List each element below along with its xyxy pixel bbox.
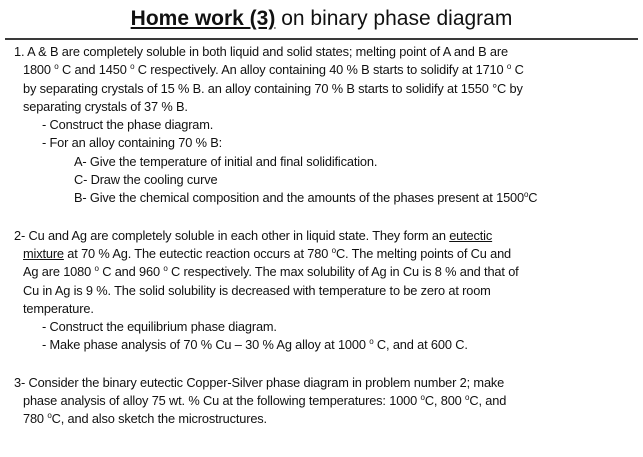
- problem-1-subtask-a: A- Give the temperature of initial and final solidification.: [74, 153, 378, 169]
- problem-1-task-alloy: - For an alloy containing 70 % B:: [42, 135, 222, 151]
- problem-3-line-3: 780 $^o$C, and also sketch the microstructures.: [23, 411, 267, 427]
- problem-2-line-4: Cu in Ag is 9 %. The solid solubility is decreased with temperature to be zero at room: [23, 282, 491, 298]
- problem-2-task-construct: - Construct the equilibrium phase diagram.: [42, 319, 277, 335]
- problem-1-line-1: 1. A & B are completely soluble in both liquid and solid states; melting point of A and B are: [14, 44, 508, 59]
- problem-1-task-construct: - Construct the phase diagram.: [42, 117, 214, 133]
- problem-1-subtask-b: B- Give the chemical composition and the amounts of the phases present at 1500$^o$C: [74, 190, 538, 206]
- problem-3-line-1: 3- Consider the binary eutectic Copper-Silver phase diagram in problem number 2; make: [14, 374, 505, 390]
- title-underlined: Home work (3): [130, 7, 276, 30]
- eutectic-term: eutectic: [449, 227, 493, 243]
- problem-3-line-2: phase analysis of alloy 75 wt. % Cu at the following temperatures: 1000 $^o$C, 800 $^o$C, and: [23, 393, 507, 409]
- mixture-term: mixture: [23, 245, 64, 261]
- homework-content: [14, 43, 640, 429]
- problem-1-line-4: separating crystals of 37 % B.: [23, 98, 188, 114]
- problem-1-line-2: 1800 $^o$ C and 1450 $^o$ C respectively. An alloy containing 40 % B starts to solidify at 1710 $^o$ C: [23, 62, 524, 78]
- title-divider: [5, 38, 638, 40]
- problem-2-line-3: Ag are 1080 $^o$ C and 960 $^o$ C respectively. The max solubility of Ag in Cu is 8 % and that of: [23, 264, 519, 280]
- problem-2-task-analysis: - Make phase analysis of 70 % Cu – 30 % Ag alloy at 1000 $^o$ C, and at 600 C.: [42, 337, 468, 353]
- page-title: [0, 6, 643, 32]
- problem-1-subtask-c: C- Draw the cooling curve: [74, 172, 218, 188]
- problem-2-line-2: mixture at 70 % Ag. The eutectic reaction occurs at 780 $^o$C. The melting points of Cu and: [23, 245, 512, 261]
- problem-2-line-5: temperature.: [23, 300, 94, 316]
- problem-1-line-3: by separating crystals of 15 % B. an alloy containing 70 % B starts to solidify at 1550 °C by: [23, 80, 523, 96]
- problem-2-line-1: 2- Cu and Ag are completely soluble in each other in liquid state. They form an eutectic: [14, 227, 493, 243]
- title-rest: on binary phase diagram: [275, 7, 513, 30]
